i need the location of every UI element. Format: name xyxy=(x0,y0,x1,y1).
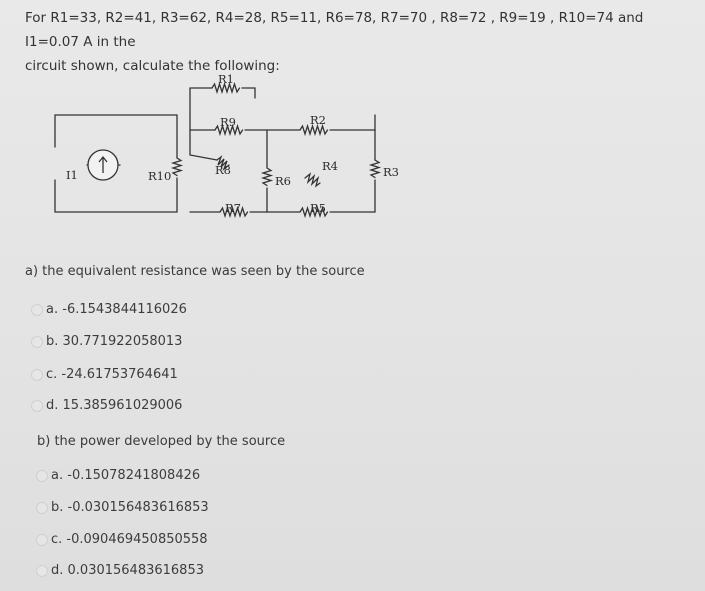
option-letter: a. xyxy=(51,468,64,483)
question-b-option-d[interactable] xyxy=(36,563,204,578)
option-value: 30.771922058013 xyxy=(62,334,183,349)
problem-line-2: circuit shown, calculate the following: xyxy=(25,58,280,74)
question-b-prompt: b) the power developed by the source xyxy=(37,434,286,449)
radio-button[interactable] xyxy=(36,534,48,546)
label-r10: R10 xyxy=(148,169,172,183)
option-letter: c. xyxy=(51,532,63,547)
radio-button[interactable] xyxy=(31,400,43,412)
radio-button[interactable] xyxy=(36,470,48,482)
option-letter: d. xyxy=(46,398,59,413)
option-value: 0.030156483616853 xyxy=(67,563,204,578)
question-b-option-a[interactable] xyxy=(36,468,200,483)
label-r7: R7 xyxy=(225,201,241,215)
label-r9: R9 xyxy=(220,115,236,129)
radio-button[interactable] xyxy=(31,336,43,348)
question-b-option-c[interactable] xyxy=(36,532,208,547)
option-letter: d. xyxy=(51,563,64,578)
question-a-option-c[interactable] xyxy=(31,367,178,382)
option-value: -0.030156483616853 xyxy=(67,500,209,515)
option-value: -24.61753764641 xyxy=(61,367,178,382)
radio-button[interactable] xyxy=(31,304,43,316)
option-value: 15.385961029006 xyxy=(62,398,183,413)
radio-button[interactable] xyxy=(31,369,43,381)
circuit-svg xyxy=(55,60,435,235)
label-r5: R5 xyxy=(310,201,326,215)
option-value: -0.090469450850558 xyxy=(66,532,208,547)
label-r2: R2 xyxy=(310,113,326,127)
option-letter: a. xyxy=(46,302,59,317)
option-letter: b. xyxy=(51,500,64,515)
label-r3: R3 xyxy=(383,165,399,179)
label-r4: R4 xyxy=(322,159,338,173)
question-a-prompt: a) the equivalent resistance was seen by the source xyxy=(25,264,365,279)
question-a-option-a[interactable] xyxy=(31,302,187,317)
label-r6: R6 xyxy=(275,174,291,188)
question-b-option-b[interactable] xyxy=(36,500,209,515)
option-value: -6.1543844116026 xyxy=(62,302,187,317)
label-r1: R1 xyxy=(218,72,234,86)
question-a-option-d[interactable] xyxy=(31,398,182,413)
option-letter: b. xyxy=(46,334,59,349)
problem-line-1: For R1=33, R2=41, R3=62, R4=28, R5=11, R6=78, R7=70 , R8=72 , R9=19 , R10=74 and I1=0.07 A in the xyxy=(25,10,644,50)
radio-button[interactable] xyxy=(36,565,48,577)
label-r8: R8 xyxy=(215,163,231,177)
option-value: -0.15078241808426 xyxy=(67,468,201,483)
question-a-option-b[interactable] xyxy=(31,334,182,349)
option-letter: c. xyxy=(46,367,58,382)
circuit-diagram xyxy=(55,60,435,235)
radio-button[interactable] xyxy=(36,502,48,514)
label-i1: I1 xyxy=(66,168,78,182)
